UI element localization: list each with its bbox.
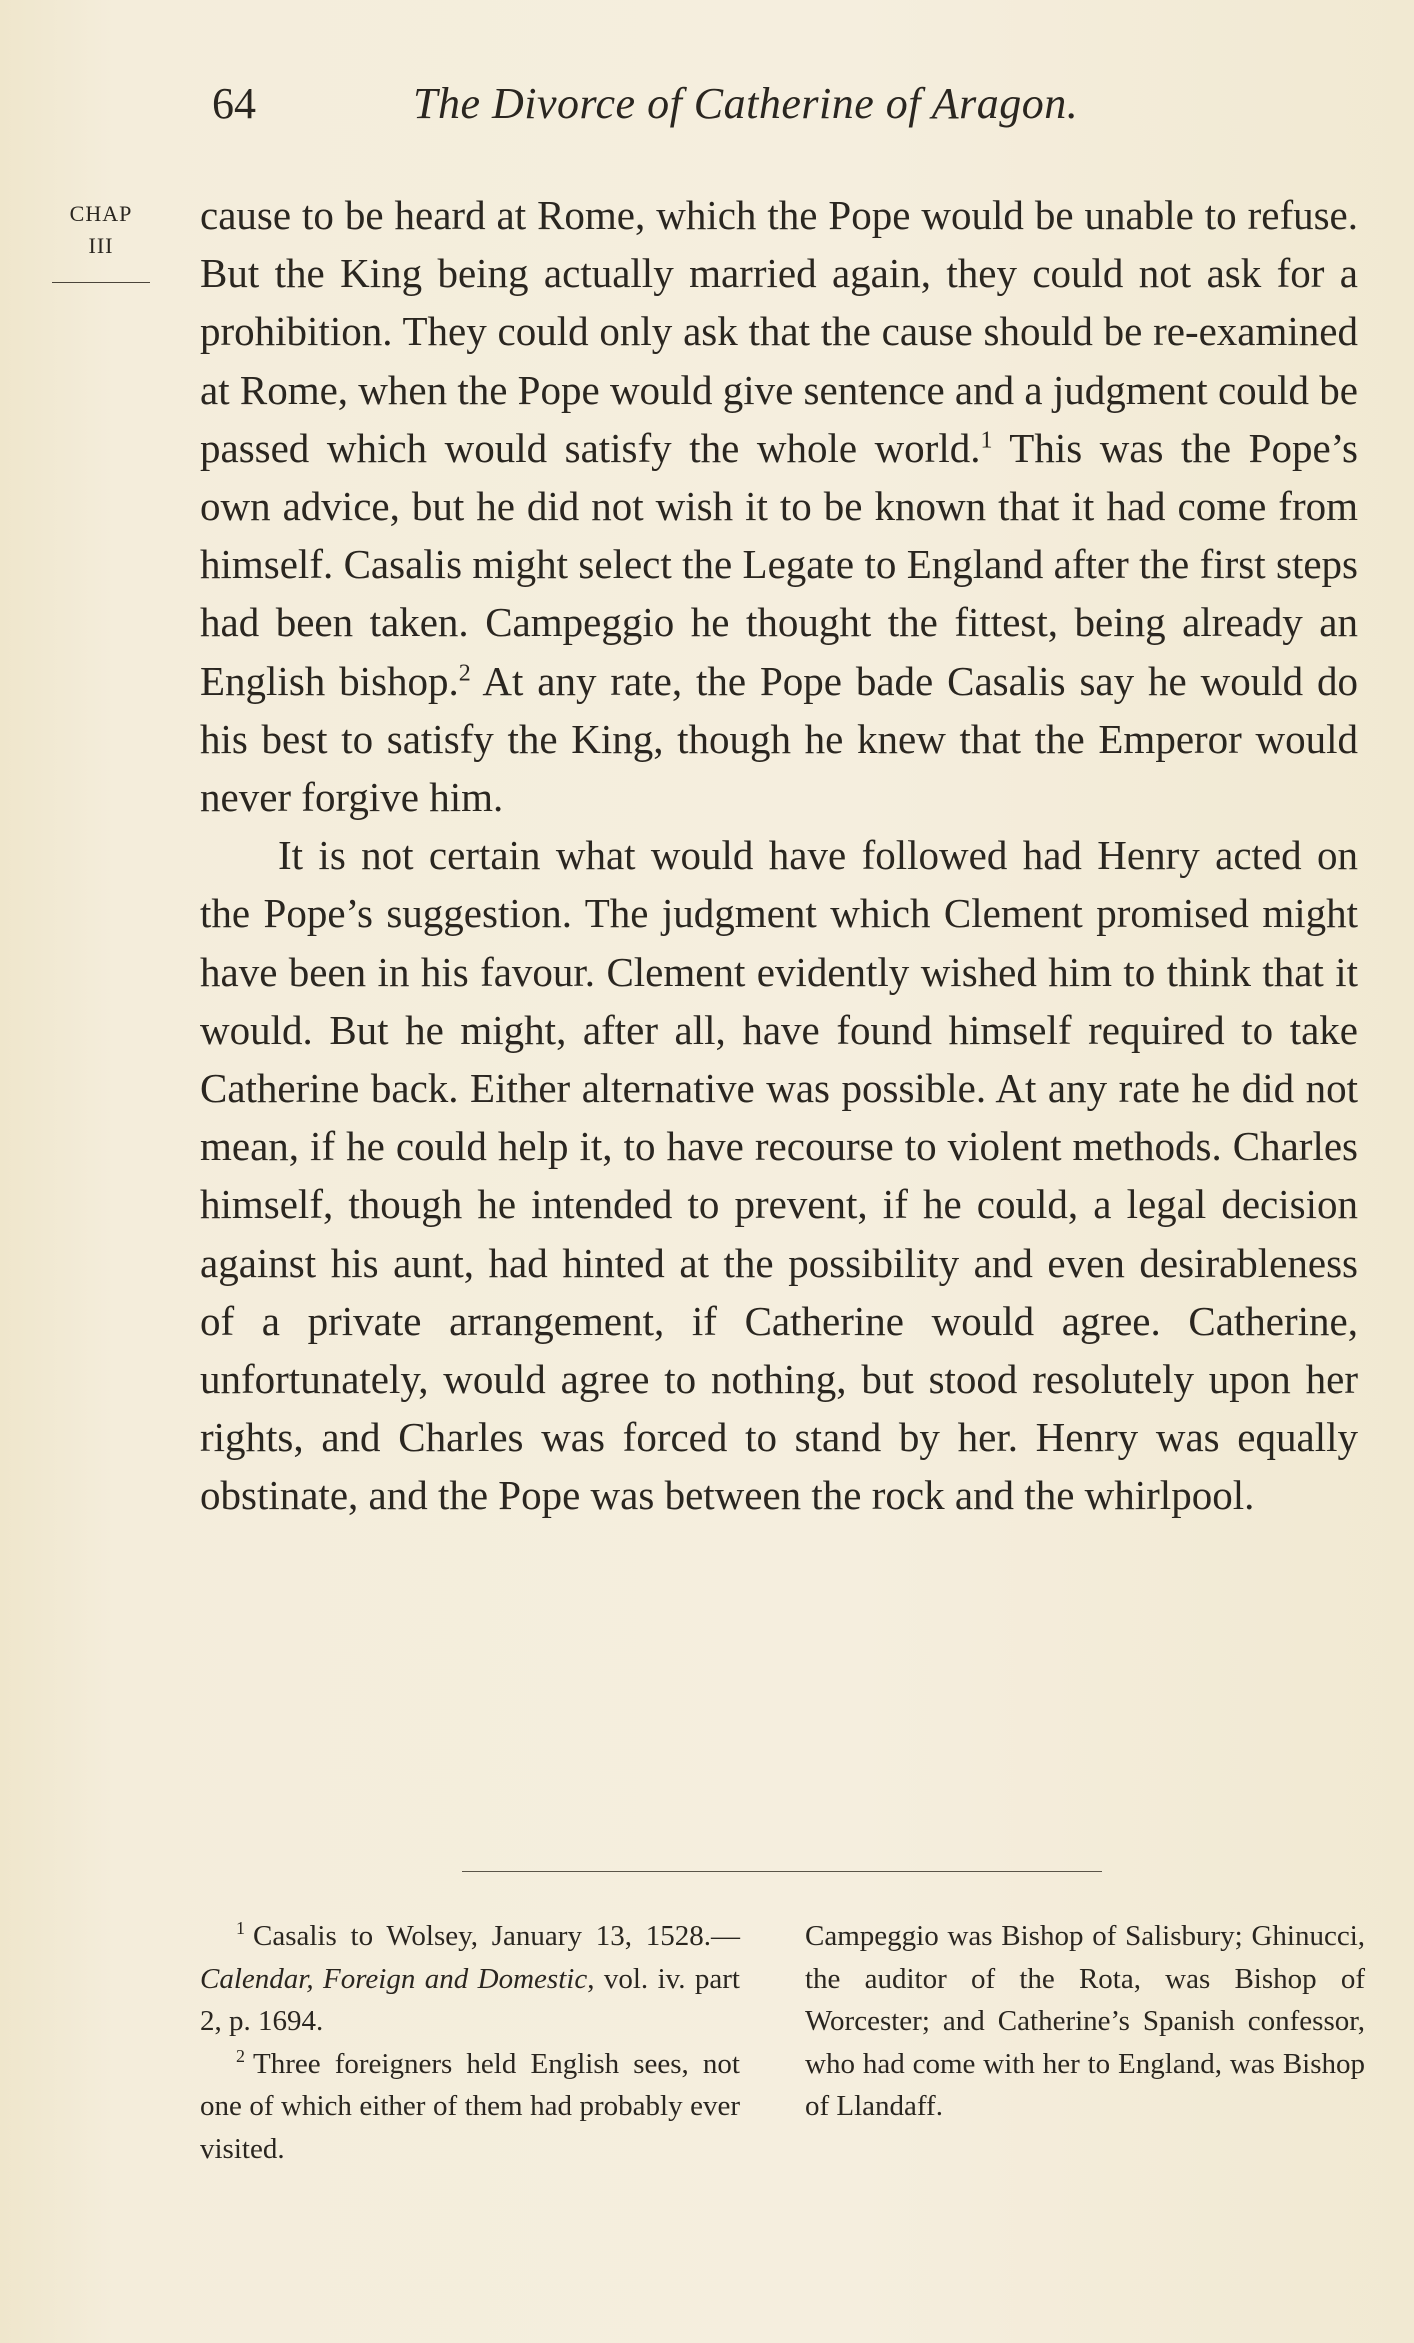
- footnote-divider: [462, 1871, 1102, 1872]
- footnote-2-mark: 2: [236, 2045, 245, 2066]
- chapter-label: CHAP: [69, 201, 133, 226]
- paragraph-1-part-1: cause to be heard at Rome, which the Pope would be unable to refuse. But the King being actually married again, they could not ask for a prohibition. They could only ask that the cause should be re-examined at Rome, when the Pope would give sentence and a judgment could be passed which would satisfy the whole world.: [200, 192, 1358, 471]
- footnotes: [200, 1915, 1365, 2170]
- footnote-1-source-title: Calendar, Foreign and Domestic: [200, 1962, 588, 1995]
- chapter-margin-note: [52, 198, 150, 283]
- footnote-1-mark: 1: [236, 1918, 245, 1939]
- footnote-ref-2: 2: [458, 659, 471, 686]
- footnotes-left-column: [200, 1915, 740, 2170]
- footnote-2-start: [200, 2043, 740, 2171]
- paragraph-1-part-3: At any rate, the Pope bade Casalis say he would do his best to satisfy the King, though he knew that the Emperor would never forgive him.: [200, 657, 1358, 821]
- footnote-2-left-text: Three foreigners held English sees, not one of which either of them had probably ever visited.: [200, 2047, 740, 2165]
- footnote-2-continued: Campeggio was Bishop of Salisbury; Ghinucci, the auditor of the Rota, was Bishop of Worcester; and Catherine’s Spanish confessor, who had come with her to England, was Bishop of Llandaff.: [805, 1920, 1365, 2122]
- chapter-numeral: III: [88, 233, 114, 258]
- book-title: The Divorce of Catherine of Aragon.: [413, 79, 1079, 128]
- footnotes-right-column: [805, 1915, 1365, 2170]
- footnote-1-text-b: , vol. iv. part 2, p. 1694.: [200, 1962, 740, 2037]
- footnote-1: [200, 1915, 740, 2043]
- paragraph-1-part-2: This was the Pope’s own advice, but he did not wish it to be known that it had come from himself. Casalis might select the Legate to England after the first steps had been taken. Campeggio he thought the fittest, being already an English bishop.: [200, 424, 1358, 704]
- running-head: [200, 78, 1365, 148]
- paragraph-2: It is not certain what would have followed had Henry acted on the Pope’s suggestion. The judgment which Clement promised might have been in his favour. Clement evidently wished him to think that it would. But he might, after all, have found himself required to take Catherine back. Either alternative was possible. At any rate he did not mean, if he could help it, to have recourse to violent methods. Charles himself, though he intended to prevent, if he could, a legal decision against his aunt, had hinted at the possibility and even desirableness of a private arrangement, if Catherine would agree. Catherine, unfortunately, would agree to nothing, but stood resolutely upon her rights, and Charles was forced to stand by her. Henry was equally obstinate, and the Pope was between the rock and the whirlpool.: [200, 832, 1358, 1519]
- footnote-1-text-a: Casalis to Wolsey, January 13, 1528.—: [253, 1920, 740, 1952]
- footnote-ref-1: 1: [980, 427, 993, 454]
- margin-rule: [52, 282, 150, 283]
- body-text: [200, 186, 1358, 1525]
- paragraph-1: [200, 186, 1358, 826]
- page-number: 64: [212, 79, 256, 128]
